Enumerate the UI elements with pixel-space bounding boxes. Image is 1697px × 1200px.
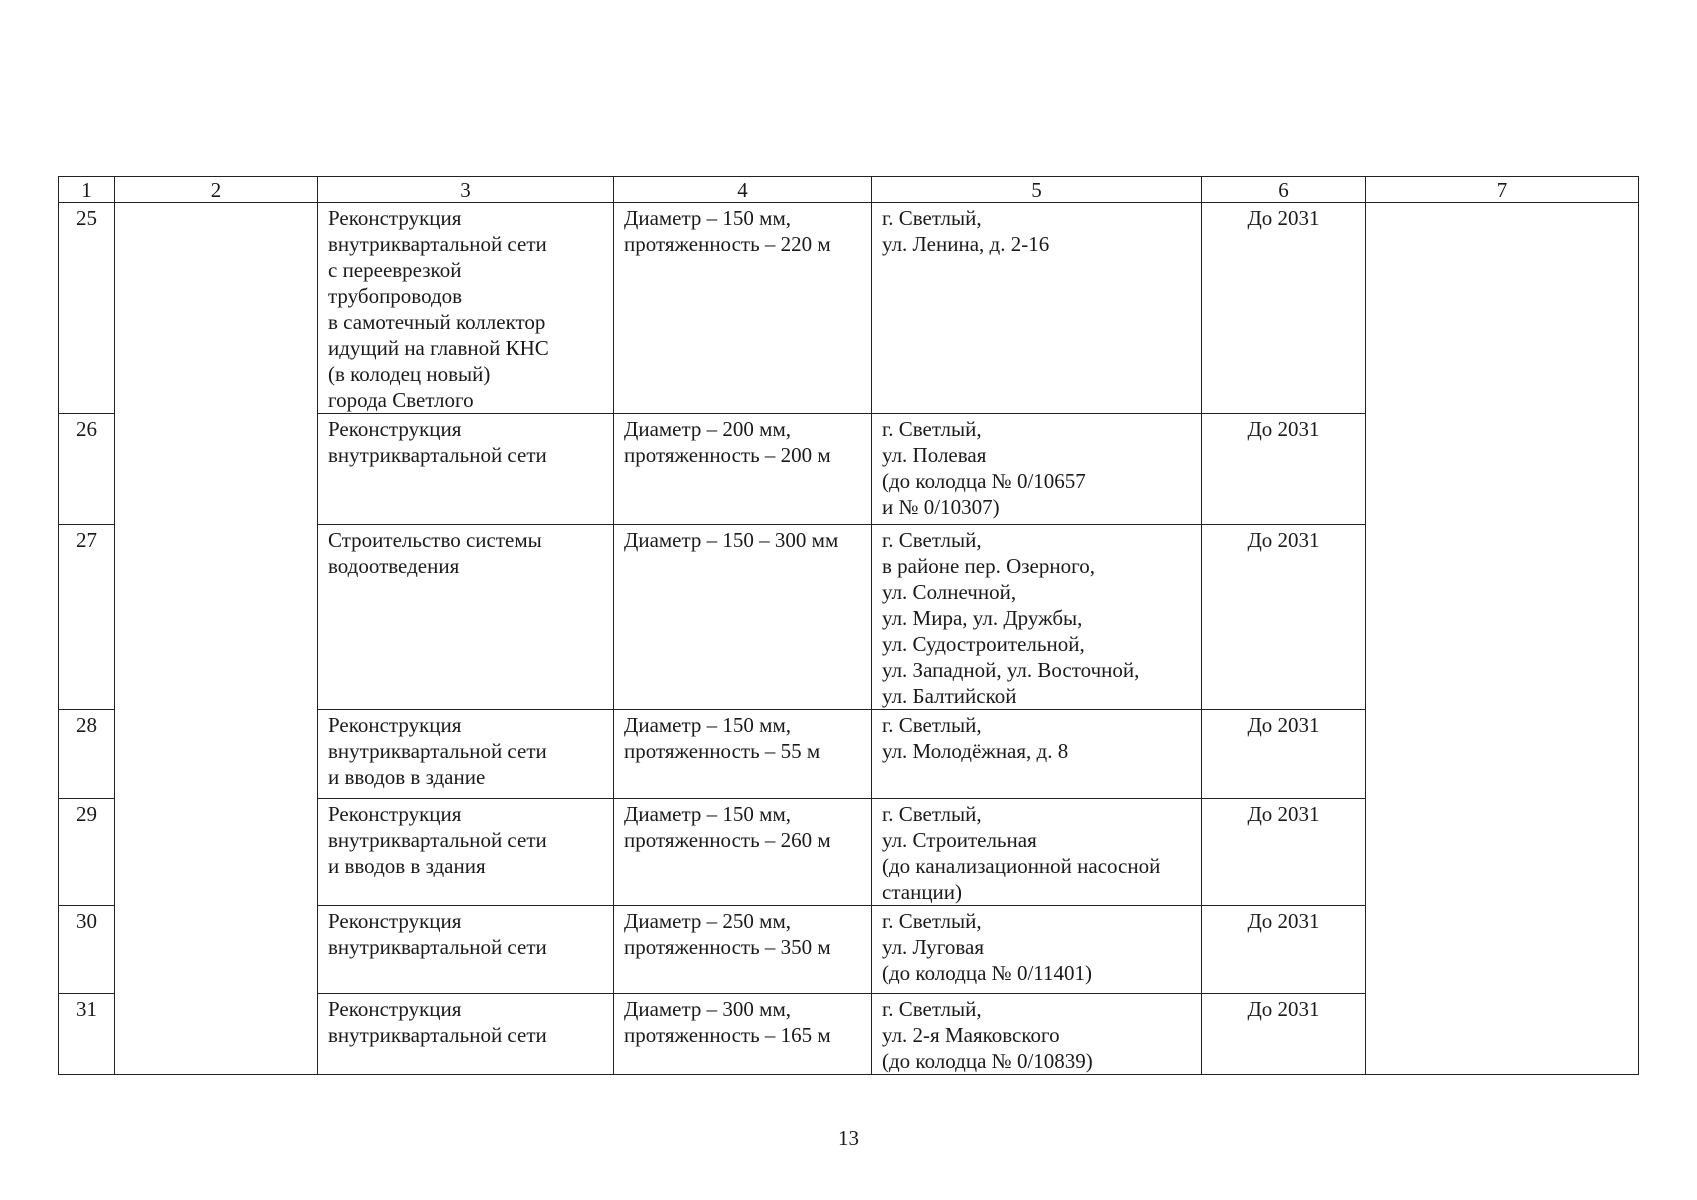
cell-text-line: г. Светлый, <box>882 528 982 552</box>
location-cell <box>872 414 1202 525</box>
cell-text-line: протяженность – 200 м <box>624 443 831 467</box>
cell-text-line: г. Светлый, <box>882 417 982 441</box>
cell-text-line: Диаметр – 150 мм, <box>624 802 792 826</box>
cell-text-line: (до канализационной насосной <box>882 854 1161 878</box>
parameters-cell <box>614 414 872 525</box>
cell-text-line: Диаметр – 300 мм, <box>624 997 792 1021</box>
cell-text-line: внутриквартальной сети <box>328 739 547 763</box>
location-cell <box>872 203 1202 414</box>
deadline-cell: До 2031 <box>1202 994 1366 1075</box>
cell-text-line: г. Светлый, <box>882 909 982 933</box>
deadline-cell: До 2031 <box>1202 710 1366 799</box>
location-cell <box>872 994 1202 1075</box>
cell-text-line: и вводов в здание <box>328 765 486 789</box>
column-number: 5 <box>872 177 1202 203</box>
cell-text-line: протяженность – 260 м <box>624 828 831 852</box>
cell-text-line: внутриквартальной сети <box>328 232 547 256</box>
cell-text-line: с перееврезкой <box>328 258 462 282</box>
cell-text-line: ул. Полевая <box>882 443 987 467</box>
row-number: 30 <box>59 906 115 994</box>
location-cell <box>872 799 1202 906</box>
cell-text-line: ул. Солнечной, <box>882 580 1017 604</box>
parameters-cell <box>614 710 872 799</box>
cell-text-line: ул. 2-я Маяковского <box>882 1023 1060 1047</box>
cell-text-line: в районе пер. Озерного, <box>882 554 1095 578</box>
cell-text-line: протяженность – 350 м <box>624 935 831 959</box>
cell-text-line: идущий на главной КНС <box>328 336 549 360</box>
row-number: 25 <box>59 203 115 414</box>
row-number: 26 <box>59 414 115 525</box>
cell-text-line: Диаметр – 150 мм, <box>624 206 792 230</box>
column-number: 2 <box>115 177 318 203</box>
table-row <box>59 203 1639 414</box>
work-description-cell <box>318 525 614 710</box>
cell-text-line: (до колодца № 0/10657 <box>882 469 1086 493</box>
cell-text-line: Реконструкция <box>328 417 462 441</box>
cell-text-line: Диаметр – 250 мм, <box>624 909 792 933</box>
cell-text-line: ул. Луговая <box>882 935 984 959</box>
cell-text-line: протяженность – 55 м <box>624 739 821 763</box>
cell-text-line: ул. Западной, ул. Восточной, <box>882 658 1140 682</box>
parameters-cell <box>614 525 872 710</box>
cell-text-line: Реконструкция <box>328 713 462 737</box>
column-7-cell <box>1366 203 1639 1075</box>
column-number: 4 <box>614 177 872 203</box>
column-number: 1 <box>59 177 115 203</box>
location-cell <box>872 906 1202 994</box>
deadline-cell: До 2031 <box>1202 203 1366 414</box>
cell-text-line: Реконструкция <box>328 909 462 933</box>
cell-text-line: г. Светлый, <box>882 802 982 826</box>
parameters-cell <box>614 799 872 906</box>
deadline-cell: До 2031 <box>1202 525 1366 710</box>
cell-text-line: в самотечный коллектор <box>328 310 546 334</box>
cell-text-line: ул. Судостроительной, <box>882 632 1085 656</box>
column-number: 7 <box>1366 177 1639 203</box>
cell-text-line: г. Светлый, <box>882 997 982 1021</box>
cell-text-line: внутриквартальной сети <box>328 443 547 467</box>
column-number: 3 <box>318 177 614 203</box>
deadline-cell: До 2031 <box>1202 414 1366 525</box>
cell-text-line: (в колодец новый) <box>328 362 491 386</box>
cell-text-line: Строительство системы <box>328 528 542 552</box>
page-number: 13 <box>838 1126 859 1150</box>
column-number-row <box>59 177 1639 203</box>
cell-text-line: ул. Балтийской <box>882 684 1017 708</box>
cell-text-line: ул. Мира, ул. Дружбы, <box>882 606 1083 630</box>
work-description-cell <box>318 203 614 414</box>
cell-text-line: ул. Строительная <box>882 828 1037 852</box>
row-number: 29 <box>59 799 115 906</box>
parameters-cell <box>614 203 872 414</box>
deadline-cell: До 2031 <box>1202 906 1366 994</box>
cell-text-line: Реконструкция <box>328 802 462 826</box>
location-cell <box>872 525 1202 710</box>
work-description-cell <box>318 994 614 1075</box>
cell-text-line: (до колодца № 0/10839) <box>882 1049 1093 1073</box>
cell-text-line: внутриквартальной сети <box>328 828 547 852</box>
cell-text-line: ул. Молодёжная, д. 8 <box>882 739 1069 763</box>
cell-text-line: протяженность – 165 м <box>624 1023 831 1047</box>
cell-text-line: Реконструкция <box>328 206 462 230</box>
work-description-cell <box>318 710 614 799</box>
row-number: 31 <box>59 994 115 1075</box>
cell-text-line: ул. Ленина, д. 2-16 <box>882 232 1050 256</box>
cell-text-line: г. Светлый, <box>882 206 982 230</box>
cell-text-line: и вводов в здания <box>328 854 486 878</box>
cell-text-line: Диаметр – 150 – 300 мм <box>624 528 839 552</box>
cell-text-line: внутриквартальной сети <box>328 1023 547 1047</box>
work-description-cell <box>318 799 614 906</box>
cell-text-line: Диаметр – 150 мм, <box>624 713 792 737</box>
cell-text-line: протяженность – 220 м <box>624 232 831 256</box>
cell-text-line: внутриквартальной сети <box>328 935 547 959</box>
row-number: 28 <box>59 710 115 799</box>
works-table <box>58 176 1639 1075</box>
cell-text-line: (до колодца № 0/11401) <box>882 961 1092 985</box>
column-2-cell <box>115 203 318 1075</box>
row-number: 27 <box>59 525 115 710</box>
cell-text-line: г. Светлый, <box>882 713 982 737</box>
cell-text-line: Реконструкция <box>328 997 462 1021</box>
parameters-cell <box>614 994 872 1075</box>
table-body <box>59 177 1639 1075</box>
parameters-cell <box>614 906 872 994</box>
work-description-cell <box>318 414 614 525</box>
cell-text-line: трубопроводов <box>328 284 463 308</box>
cell-text-line: и № 0/10307) <box>882 495 1000 519</box>
deadline-cell: До 2031 <box>1202 799 1366 906</box>
cell-text-line: станции) <box>882 880 963 904</box>
cell-text-line: Диаметр – 200 мм, <box>624 417 792 441</box>
location-cell <box>872 710 1202 799</box>
cell-text-line: города Светлого <box>328 388 474 412</box>
cell-text-line: водоотведения <box>328 554 460 578</box>
column-number: 6 <box>1202 177 1366 203</box>
work-description-cell <box>318 906 614 994</box>
